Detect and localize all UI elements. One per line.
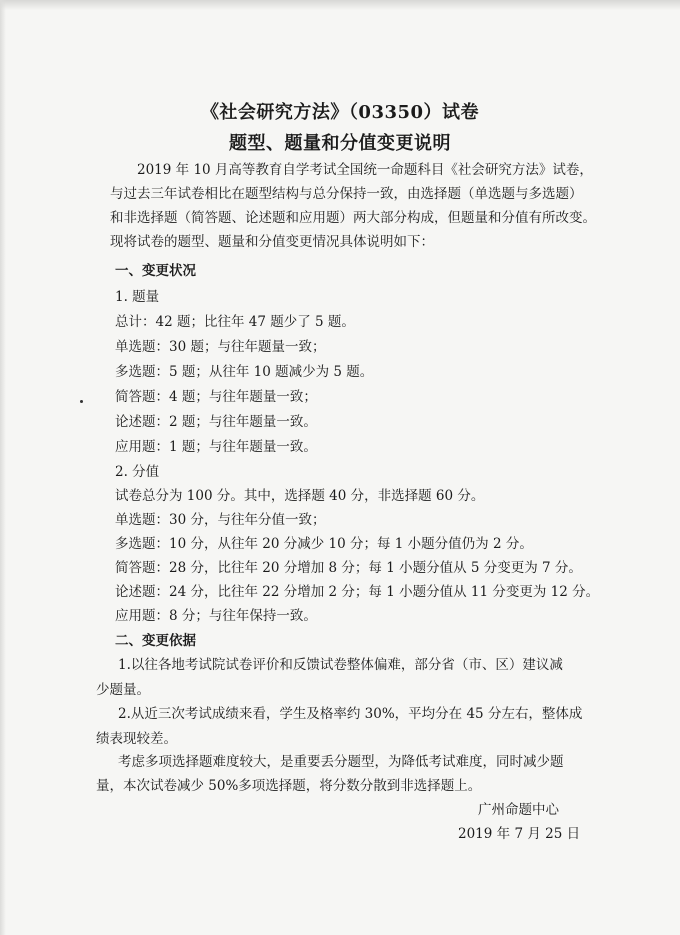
subsection-score-heading: 2. 分值 [115,464,160,480]
intro-line-2: 与过去三年试卷相比在题型结构与总分保持一致，由选择题（单选题与多选题） [110,186,583,202]
basis-line-4: 绩表现较差。 [96,731,177,747]
score-essay: 论述题：24 分，比往年 22 分增加 2 分；每 1 小题分值从 11 分变更为 12 分。 [115,584,600,600]
signature-organization: 广州命题中心 [478,802,559,818]
section-2-heading: 二、变更依据 [115,633,196,649]
document-subtitle: 题型、题量和分值变更说明 [229,133,451,154]
question-count-short-answer: 简答题：4 题；与往年题量一致； [115,389,317,405]
basis-line-1: 1.以往各地考试院试卷评价和反馈试卷整体偏难，部分省（市、区）建议减 [118,657,563,673]
intro-line-3: 和非选择题（简答题、论述题和应用题）两大部分构成，但题量和分值有所改变。 [110,210,596,226]
score-short-answer: 简答题：28 分，比往年 20 分增加 8 分；每 1 小题分值从 5 分变更为 7 分。 [115,560,582,576]
intro-line-1: 2019 年 10 月高等教育自学考试全国统一命题科目《社会研究方法》试卷， [137,162,593,178]
document-title: 《社会研究方法》（03350）试卷 [200,102,480,123]
question-count-total: 总计：42 题；比往年 47 题少了 5 题。 [115,314,355,330]
score-total: 试卷总分为 100 分。其中，选择题 40 分，非选择题 60 分。 [115,488,485,504]
basis-line-3: 2.从近三次考试成绩来看，学生及格率约 30%，平均分在 45 分左右，整体成 [118,706,583,722]
intro-line-4: 现将试卷的题型、题量和分值变更情况具体说明如下： [110,234,434,250]
question-count-application: 应用题：1 题；与往年题量一致。 [115,439,317,455]
question-count-essay: 论述题：2 题；与往年题量一致。 [115,414,317,430]
score-application: 应用题：8 分；与往年保持一致。 [115,608,317,624]
basis-line-5: 考虑多项选择题难度较大，是重要丢分题型，为降低考试难度，同时减少题 [118,754,564,770]
basis-line-6: 量，本次试卷减少 50%多项选择题，将分数分散到非选择题上。 [96,778,482,794]
basis-line-2: 少题量。 [96,682,150,698]
signature-date: 2019 年 7 月 25 日 [458,826,581,842]
question-count-single-choice: 单选题：30 题；与往年题量一致； [115,339,326,355]
scan-shadow-top [0,0,680,10]
score-single-choice: 单选题：30 分，与往年分值一致； [115,512,326,528]
question-count-multiple-choice: 多选题：5 题；从往年 10 题减少为 5 题。 [115,364,374,380]
section-1-heading: 一、变更状况 [115,263,196,279]
subsection-question-count-heading: 1. 题量 [115,289,160,305]
scan-speck [80,400,83,403]
score-multiple-choice: 多选题：10 分，从往年 20 分减少 10 分；每 1 小题分值仍为 2 分。 [115,536,533,552]
